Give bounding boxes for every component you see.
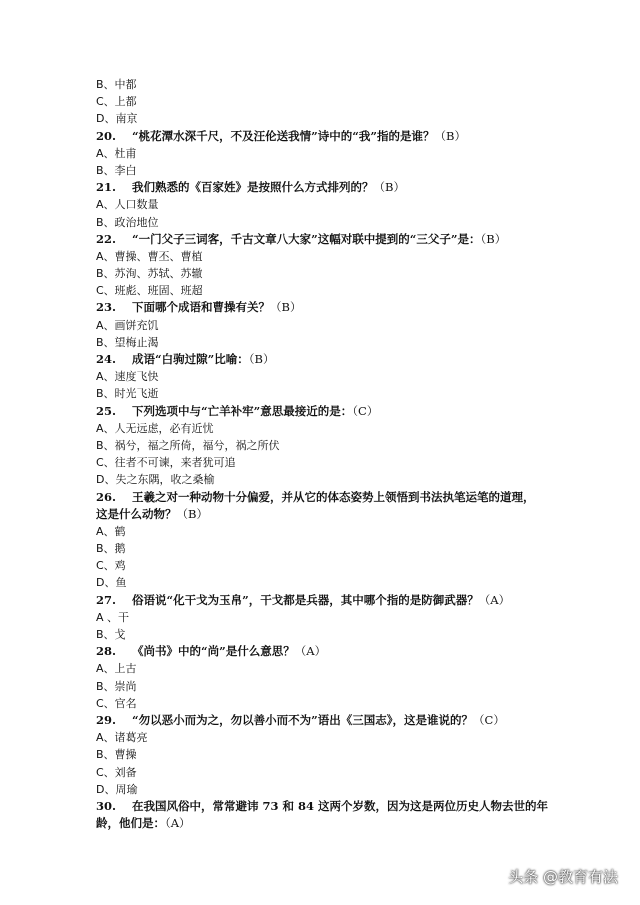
option-line: A、画饼充饥 bbox=[96, 318, 159, 332]
question-26: 26. 王羲之对一种动物十分偏爱，并从它的体态姿势上领悟到书法执笔运笔的道理， bbox=[96, 489, 535, 504]
question-25: 25. 下列选项中与“亡羊补牢”意思最接近的是：（C） bbox=[96, 403, 379, 418]
option-line: B、李白 bbox=[96, 163, 137, 177]
option-line: A 、干 bbox=[96, 610, 130, 624]
option-line: A、人口数量 bbox=[96, 198, 159, 212]
option-line: A、速度飞快 bbox=[96, 370, 159, 384]
option-line: B、苏洵、苏轼、苏辙 bbox=[96, 267, 203, 281]
option-line: A、人无远虑，必有近忧 bbox=[96, 421, 214, 435]
option-line: B、政治地位 bbox=[96, 215, 159, 229]
question-28: 28. 《尚书》中的“尚”是什么意思？（A） bbox=[96, 644, 327, 659]
question-23: 23. 下面哪个成语和曹操有关？（B） bbox=[96, 300, 302, 315]
question-29: 29. “勿以恶小而为之，勿以善小而不为”语出《三国志》，这是谁说的？（C） bbox=[96, 712, 505, 727]
question-30-cont: 龄，他们是：（A） bbox=[96, 816, 191, 831]
option-line: B、祸兮，福之所倚，福兮，祸之所伏 bbox=[96, 438, 280, 452]
option-line: C、班彪、班固、班超 bbox=[96, 284, 203, 298]
option-line: A、曹操、曹丕、曹植 bbox=[96, 249, 203, 263]
option-line: B、崇尚 bbox=[96, 679, 137, 693]
question-27: 27. 俗语说“化干戈为玉帛”，干戈都是兵器，其中哪个指的是防御武器？（A） bbox=[96, 592, 511, 607]
option-line: D、周瑜 bbox=[96, 782, 138, 796]
option-line: B、时光飞逝 bbox=[96, 387, 159, 401]
option-line: A、诸葛亮 bbox=[96, 731, 148, 745]
option-line: C、往者不可谏，来者犹可追 bbox=[96, 456, 236, 470]
option-line: C、上都 bbox=[96, 95, 137, 109]
question-21: 21. 我们熟悉的《百家姓》是按照什么方式排列的？（B） bbox=[96, 180, 405, 195]
option-line: B、望梅止渴 bbox=[96, 335, 159, 349]
question-26-cont: 这是什么动物？（B） bbox=[96, 506, 208, 521]
question-24: 24. 成语“白驹过隙”比喻：（B） bbox=[96, 352, 275, 366]
question-30: 30. 在我国风俗中，常常避讳 73 和 84 这两个岁数，因为这是两位历史人物去世的年 bbox=[96, 798, 549, 813]
option-line: B、中都 bbox=[96, 78, 137, 91]
question-22: 22. “一门父子三词客，千古文章八大家”这幅对联中提到的“三父子”是：（B） bbox=[96, 231, 507, 246]
document-page bbox=[96, 76, 566, 832]
option-line: C、官名 bbox=[96, 696, 137, 710]
option-line: C、鸡 bbox=[96, 559, 126, 573]
option-line: A、杜甫 bbox=[96, 146, 137, 160]
watermark: 头条 @教育有法 bbox=[508, 868, 618, 886]
option-line: C、刘备 bbox=[96, 765, 137, 779]
question-20: 20. “桃花潭水深千尺，不及汪伦送我情”诗中的“我”指的是谁？（B） bbox=[96, 128, 466, 143]
option-line: A、上古 bbox=[96, 662, 137, 676]
option-line: D、南京 bbox=[96, 112, 138, 126]
option-line: B、曹操 bbox=[96, 748, 137, 762]
option-line: D、鱼 bbox=[96, 576, 127, 590]
option-line: A、鹤 bbox=[96, 524, 126, 538]
option-line: D、失之东隅，收之桑榆 bbox=[96, 473, 215, 487]
option-line: B、戈 bbox=[96, 628, 126, 641]
option-line: B、鹅 bbox=[96, 542, 126, 556]
